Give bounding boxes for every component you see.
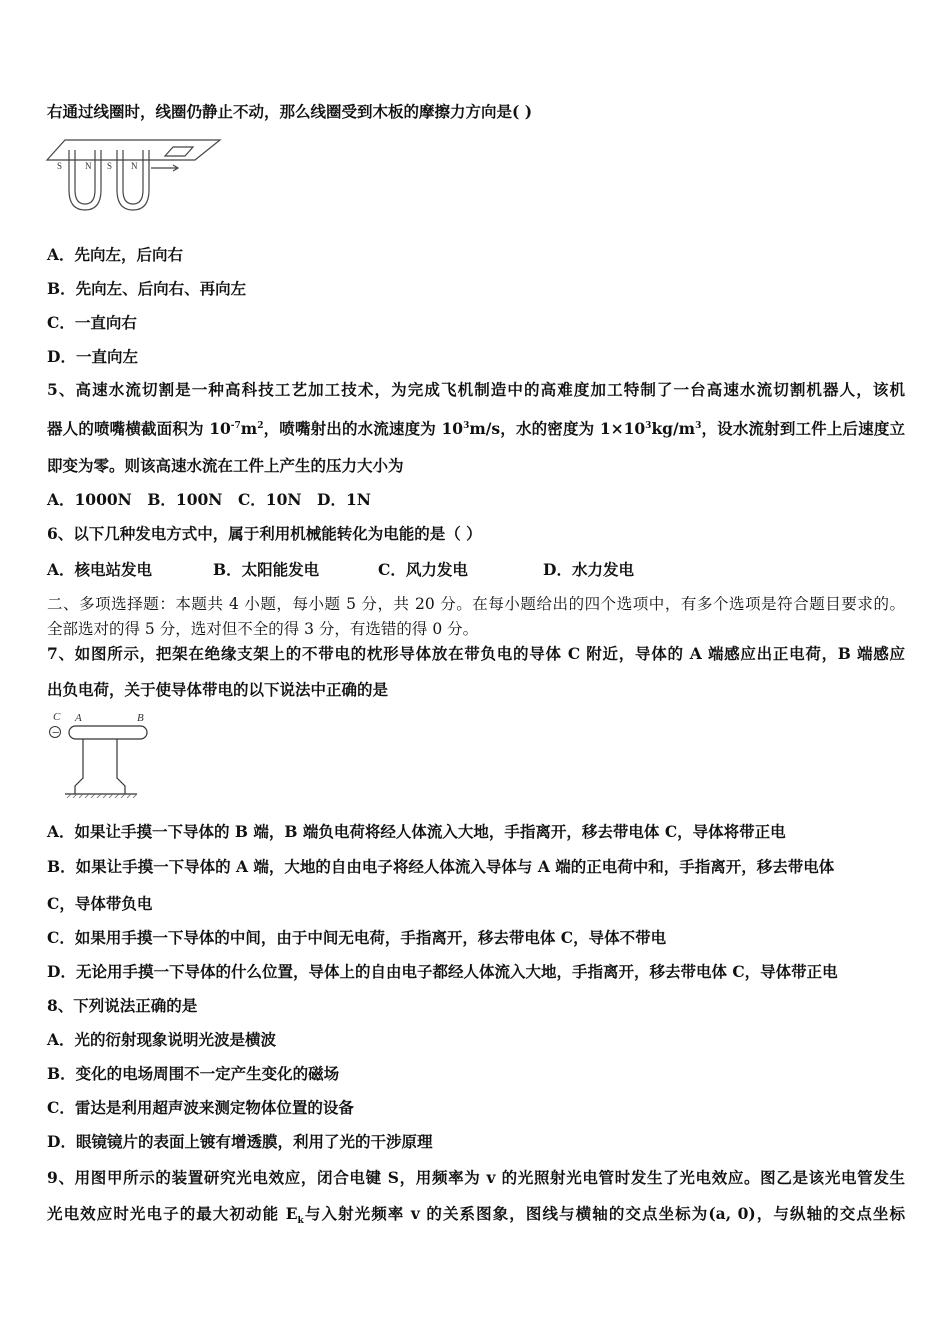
q6-stem: 6、以下几种发电方式中，属于利用机械能转化为电能的是（ ） bbox=[47, 524, 482, 543]
minus-sign: − bbox=[51, 727, 60, 739]
text: m/s，水的密度为 1×10 bbox=[469, 419, 646, 438]
q9-line1: 9、用图甲所示的装置研究光电效应，闭合电键 S，用频率为 v 的光照射光电管时发生了光电效应。图乙是该光电管发生 bbox=[47, 1168, 905, 1187]
label-a: A bbox=[75, 712, 82, 724]
pole-label: N bbox=[131, 161, 138, 171]
text: 3 bbox=[463, 420, 470, 431]
q4-stem-end: 右通过线圈时，线圈仍静止不动，那么线圈受到木板的摩擦力方向是( ) bbox=[47, 102, 533, 121]
label-c: C bbox=[53, 711, 61, 723]
q6-option-c: C．风力发电 bbox=[378, 560, 468, 579]
q6-option-d: D．水力发电 bbox=[543, 560, 634, 579]
q5-options: A．1000N B．100N C．10N D．1N bbox=[47, 490, 371, 509]
q8-option-d: D．眼镜镜片的表面上镀有增透膜，利用了光的干涉原理 bbox=[47, 1132, 433, 1151]
q7-option-c: C．如果用手摸一下导体的中间，由于中间无电荷，手指离开，移去带电体 C，导体不带电 bbox=[47, 928, 667, 947]
q8-option-b: B．变化的电场周围不一定产生变化的磁场 bbox=[47, 1064, 340, 1083]
text: 2 bbox=[257, 420, 264, 431]
text: 3 bbox=[645, 420, 652, 431]
q4-option-b: B．先向左、后向右、再向左 bbox=[47, 279, 247, 298]
q6-option-a: A．核电站发电 bbox=[47, 560, 153, 579]
q7-line2: 出负电荷，关于使导体带电的以下说法中正确的是 bbox=[47, 680, 389, 699]
text: ，设水流射到工件上后速度立 bbox=[701, 419, 905, 438]
text: m bbox=[240, 419, 258, 438]
q7-line1: 7、如图所示，把架在绝缘支架上的不带电的枕形导体放在带负电的导体 C 附近，导体的 A 端感应出正电荷，B 端感应 bbox=[47, 644, 905, 663]
text: -7 bbox=[230, 420, 241, 431]
text: kg/m bbox=[651, 419, 696, 438]
q8-option-a: A．光的衍射现象说明光波是横波 bbox=[47, 1030, 277, 1049]
q7-option-b: B．如果让手摸一下导体的 A 端，大地的自由电子将经人体流入导体与 A 端的正电荷中和，手指离开，移去带电体 bbox=[47, 857, 835, 876]
text: 3 bbox=[695, 420, 702, 431]
text: 器人的喷嘴横截面积为 10 bbox=[47, 419, 231, 438]
q7-option-d: D．无论用手摸一下导体的什么位置，导体上的自由电子都经人体流入大地，手指离开，移去带电体 C，导体带正电 bbox=[47, 962, 838, 981]
q4-option-c: C．一直向右 bbox=[47, 313, 137, 332]
q8-option-c: C．雷达是利用超声波来测定物体位置的设备 bbox=[47, 1098, 354, 1117]
q7-option-b-cont: C，导体带负电 bbox=[47, 894, 153, 913]
pole-label: S bbox=[107, 161, 113, 171]
label-b: B bbox=[137, 712, 144, 724]
pole-label: N bbox=[85, 161, 92, 171]
q5-line3: 即变为零。则该高速水流在工件上产生的压力大小为 bbox=[47, 456, 404, 475]
q5-line1: 5、高速水流切割是一种高科技工艺加工技术，为完成飞机制造中的高难度加工特制了一台高速水流切割机器人，该机 bbox=[47, 380, 905, 399]
q9-line2 bbox=[47, 1204, 906, 1227]
text: 与入射光频率 v 的关系图象，图线与横轴的交点坐标为(a, 0)，与纵轴的交点坐标 bbox=[303, 1204, 906, 1223]
q7-option-a: A．如果让手摸一下导体的 B 端，B 端负电荷将经人体流入大地，手指离开，移去带电体 C，导体将带正电 bbox=[47, 822, 786, 841]
text: ，喷嘴射出的水流速度为 10 bbox=[263, 419, 464, 438]
text: 光电效应时光电子的最大初动能 E bbox=[47, 1204, 298, 1223]
section2-line2: 全部选对的得 5 分，选对但不全的得 3 分，有选错的得 0 分。 bbox=[47, 620, 479, 638]
q6-option-b: B．太阳能发电 bbox=[213, 560, 320, 579]
q4-option-a: A．先向左，后向右 bbox=[47, 245, 184, 264]
magnet-figure bbox=[45, 138, 225, 214]
q8-stem: 8、下列说法正确的是 bbox=[47, 996, 198, 1015]
section2-line1: 二、多项选择题：本题共 4 小题，每小题 5 分，共 20 分。在每小题给出的四个选项中，有多个选项是符合题目要求的。 bbox=[47, 595, 905, 613]
q5-line2 bbox=[47, 419, 905, 439]
conductor-figure bbox=[45, 708, 155, 798]
q4-option-d: D．一直向左 bbox=[47, 347, 138, 366]
pole-label: S bbox=[57, 161, 63, 171]
text: k bbox=[297, 1216, 304, 1227]
